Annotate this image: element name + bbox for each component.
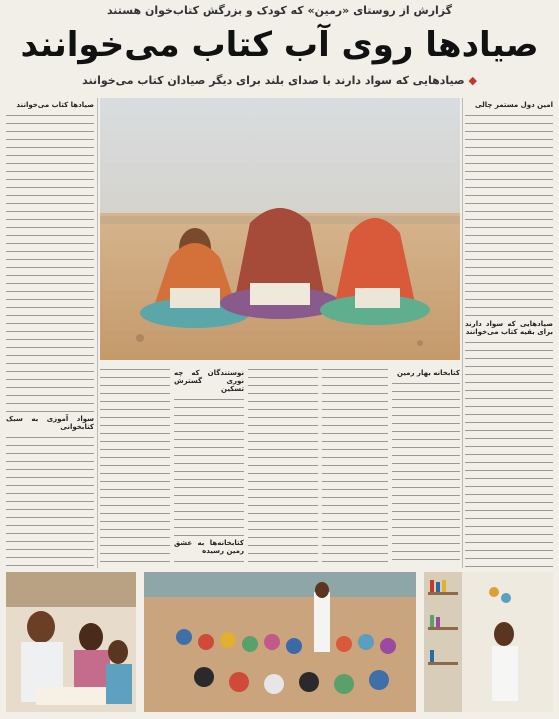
- three-girls-reading-illustration: [100, 98, 460, 360]
- body-text: [6, 434, 94, 568]
- left-column-heading-1: صیادها کتاب می‌خوانند: [16, 101, 94, 109]
- subhead-text: صیادهایی که سواد دارند با صدای بلند برای دیگر صیادان کتاب می‌خوانند: [82, 74, 465, 87]
- column-divider: [462, 98, 463, 568]
- body-text: [322, 366, 388, 566]
- center-column-4: [322, 366, 388, 566]
- body-text: [174, 396, 244, 536]
- center-heading-2: نوستندگان که چه نوری گسترش تسکین: [174, 369, 244, 393]
- bullet-icon: ◆: [464, 74, 477, 87]
- left-column: [6, 98, 94, 568]
- bottom-center-photo: [144, 572, 416, 712]
- center-column-2: [174, 366, 244, 566]
- body-text: [465, 339, 553, 588]
- center-column-3: [248, 366, 318, 566]
- group-reading-illustration: [144, 572, 416, 712]
- bookshelf-illustration: [424, 572, 553, 712]
- article-kicker: گزارش از روستای «رمین» که کودک و بزرگش کتاب‌خوان هستند: [106, 4, 453, 17]
- body-text: [6, 112, 94, 412]
- center-heading-3: کتابخانه‌ها به عشق رمین رسیده: [174, 539, 244, 555]
- article-headline: صیادها روی آب کتاب می‌خوانند: [20, 25, 539, 65]
- left-column-heading-2: سواد آموزی به سبک کتابخوانی: [6, 415, 94, 431]
- main-photo: [100, 98, 460, 360]
- right-column-heading-2: صیادهایی که سواد دارند برای بقیه کتاب می‌خوانند: [465, 320, 553, 336]
- center-column-5: [392, 366, 460, 566]
- right-column-heading-1: امین دول مستمر چالی: [475, 101, 553, 109]
- body-text: [248, 366, 318, 566]
- column-divider: [97, 98, 98, 568]
- right-column: [465, 98, 553, 588]
- children-reading-illustration: [6, 572, 136, 712]
- body-text: [392, 380, 460, 560]
- center-heading-1: کتابخانه بهار رمین: [396, 369, 460, 377]
- article-subhead: [0, 74, 559, 87]
- center-column-1: [100, 366, 170, 566]
- bottom-right-photo: [424, 572, 553, 712]
- bottom-left-photo: [6, 572, 136, 712]
- body-text: [100, 366, 170, 566]
- body-text: [174, 558, 244, 566]
- body-text: [465, 112, 553, 317]
